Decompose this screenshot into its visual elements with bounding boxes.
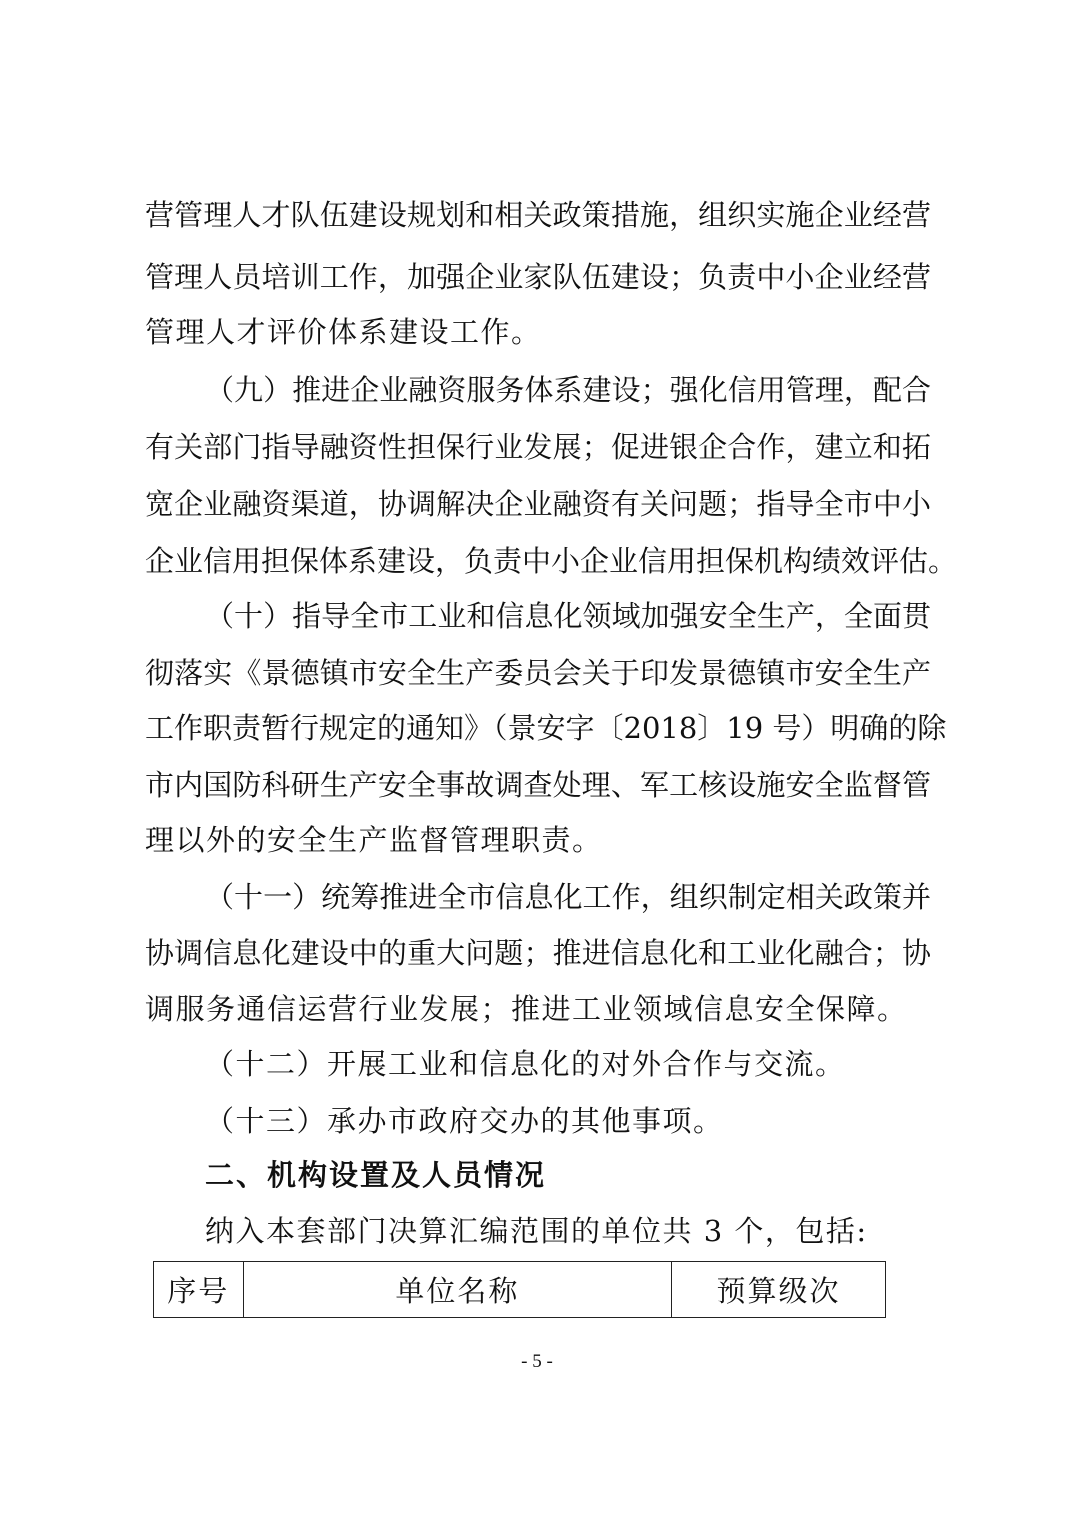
paragraph-line: （十三）承办市政府交办的其他事项。: [205, 1104, 724, 1138]
table-header-row: [154, 1262, 886, 1318]
paragraph-line: 营管理人才队伍建设规划和相关政策措施，组织实施企业经营: [145, 198, 931, 232]
paragraph-line: 工作职责暂行规定的通知》（景安字〔2018〕19 号）明确的除: [145, 711, 947, 745]
units-table: [153, 1261, 886, 1318]
paragraph-line: 调服务通信运营行业发展；推进工业领域信息安全保障。: [145, 992, 908, 1026]
paragraph-line: （十二）开展工业和信息化的对外合作与交流。: [205, 1047, 846, 1081]
paragraph-line: 理以外的安全生产监督管理职责。: [145, 823, 603, 857]
paragraph-line: 有关部门指导融资性担保行业发展；促进银企合作，建立和拓: [145, 430, 931, 464]
table-header-cell: 单位名称: [243, 1262, 672, 1318]
paragraph-line: 彻落实《景德镇市安全生产委员会关于印发景德镇市安全生产: [145, 656, 931, 690]
paragraph-line: 管理人才评价体系建设工作。: [145, 315, 542, 349]
paragraph-line: 市内国防科研生产安全事故调查处理、军工核设施安全监督管: [145, 768, 931, 802]
paragraph-line: （十）指导全市工业和信息化领域加强安全生产，全面贯: [205, 599, 931, 633]
paragraph-line: 管理人员培训工作，加强企业家队伍建设；负责中小企业经营: [145, 260, 931, 294]
paragraph-line: （九）推进企业融资服务体系建设；强化信用管理，配合: [205, 373, 931, 407]
paragraph-line: 企业信用担保体系建设，负责中小企业信用担保机构绩效评估。: [145, 544, 958, 578]
table-header-cell: 预算级次: [672, 1262, 886, 1318]
paragraph-line: 宽企业融资渠道，协调解决企业融资有关问题；指导全市中小: [145, 487, 931, 521]
paragraph-line: （十一）统筹推进全市信息化工作，组织制定相关政策并: [205, 880, 931, 914]
section-heading: 二、机构设置及人员情况: [205, 1158, 547, 1192]
page-number: - 5 -: [521, 1351, 553, 1372]
intro-sentence: 纳入本套部门决算汇编范围的单位共 3 个，包括:: [205, 1214, 868, 1248]
paragraph-line: 协调信息化建设中的重大问题；推进信息化和工业化融合；协: [145, 936, 931, 970]
table-header-cell: 序号: [154, 1262, 244, 1318]
